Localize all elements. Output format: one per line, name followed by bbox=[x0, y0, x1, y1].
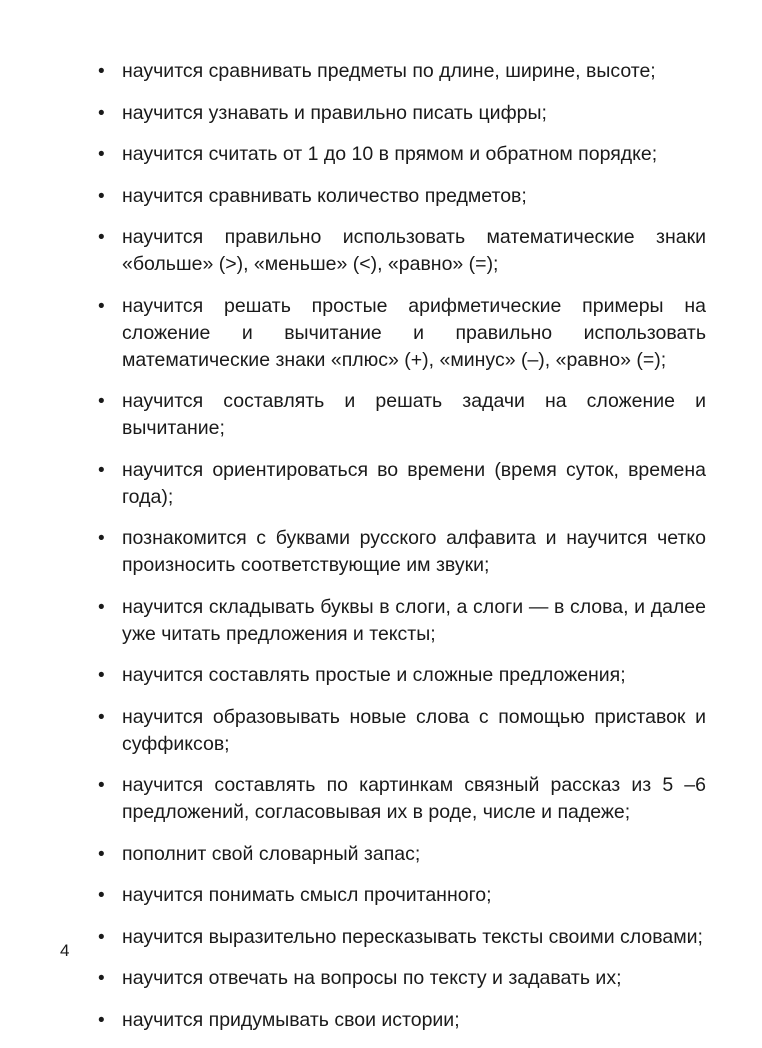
list-item-text: научится образовывать новые слова с помощью приставок и суффиксов; bbox=[122, 705, 706, 755]
list-item-text: научится составлять и решать задачи на сложение и вычитание; bbox=[122, 390, 706, 439]
list-item-text: научится отвечать на вопросы по тексту и задавать их; bbox=[122, 967, 622, 989]
bullet-icon: • bbox=[98, 61, 105, 82]
bullet-icon: • bbox=[98, 295, 105, 317]
list-item bbox=[98, 141, 706, 168]
list-item bbox=[98, 58, 706, 85]
bullet-icon: • bbox=[98, 528, 105, 549]
bullet-icon: • bbox=[98, 144, 105, 165]
list-item-text: научится сравнивать количество предметов; bbox=[122, 184, 527, 207]
list-item bbox=[98, 293, 706, 374]
list-item bbox=[98, 525, 706, 579]
list-item bbox=[98, 924, 706, 951]
list-item bbox=[98, 224, 706, 278]
list-item-text: научится складывать буквы в слоги, а слоги — в слова, и далее уже читать предложения и тексты; bbox=[122, 595, 706, 645]
bullet-icon: • bbox=[98, 185, 105, 207]
list-item-text: научится решать простые арифметические примеры на сложение и вычитание и правильно использовать математические знаки «плюс» (+), «минус» (–), «равно» (=); bbox=[122, 294, 706, 371]
bullet-icon: • bbox=[98, 706, 105, 728]
bullet-icon: • bbox=[98, 102, 105, 124]
page-number: 4 bbox=[60, 941, 70, 960]
bullet-icon: • bbox=[98, 968, 105, 989]
list-item bbox=[98, 594, 706, 648]
bullet-icon: • bbox=[98, 775, 105, 796]
list-item bbox=[98, 882, 706, 909]
skills-bullet-list bbox=[98, 58, 706, 1048]
bullet-icon: • bbox=[98, 1009, 105, 1031]
bullet-icon: • bbox=[98, 843, 105, 865]
list-item-text: научится придумывать свои истории; bbox=[122, 1008, 460, 1031]
list-item-text: пополнит свой словарный запас; bbox=[122, 842, 421, 865]
list-item bbox=[98, 841, 706, 868]
list-item-text: научится понимать смысл прочитанного; bbox=[122, 884, 492, 906]
list-item bbox=[98, 388, 706, 442]
bullet-icon: • bbox=[98, 227, 105, 248]
list-item-text: научится выразительно пересказывать тексты своими словами; bbox=[122, 925, 703, 948]
list-item bbox=[98, 457, 706, 511]
list-item bbox=[98, 662, 706, 689]
list-item bbox=[98, 100, 706, 127]
list-item bbox=[98, 965, 706, 992]
list-item bbox=[98, 704, 706, 758]
list-item-text: научится узнавать и правильно писать цифры; bbox=[122, 101, 547, 124]
bullet-icon: • bbox=[98, 459, 105, 481]
list-item-text: познакомится с буквами русского алфавита и научится четко произносить соответствующие им звуки; bbox=[122, 527, 706, 576]
bullet-icon: • bbox=[98, 665, 105, 686]
list-item-text: научится сравнивать предметы по длине, ширине, высоте; bbox=[122, 60, 656, 82]
list-item-text: научится составлять по картинкам связный рассказ из 5 –6 предложений, согласовывая их в роде, числе и падеже; bbox=[122, 774, 706, 823]
bullet-icon: • bbox=[98, 926, 105, 948]
list-item bbox=[98, 1007, 706, 1034]
list-item-text: научится ориентироваться во времени (время суток, времена года); bbox=[122, 458, 706, 508]
list-item bbox=[98, 772, 706, 826]
list-item bbox=[98, 183, 706, 210]
list-item-text: научится правильно использовать математические знаки «больше» (>), «меньше» (<), «равно» (=); bbox=[122, 226, 706, 275]
list-item-text: научится считать от 1 до 10 в прямом и обратном порядке; bbox=[122, 143, 658, 165]
bullet-icon: • bbox=[98, 596, 105, 618]
list-item-text: научится составлять простые и сложные предложения; bbox=[122, 664, 626, 686]
bullet-icon: • bbox=[98, 391, 105, 412]
bullet-icon: • bbox=[98, 885, 105, 906]
